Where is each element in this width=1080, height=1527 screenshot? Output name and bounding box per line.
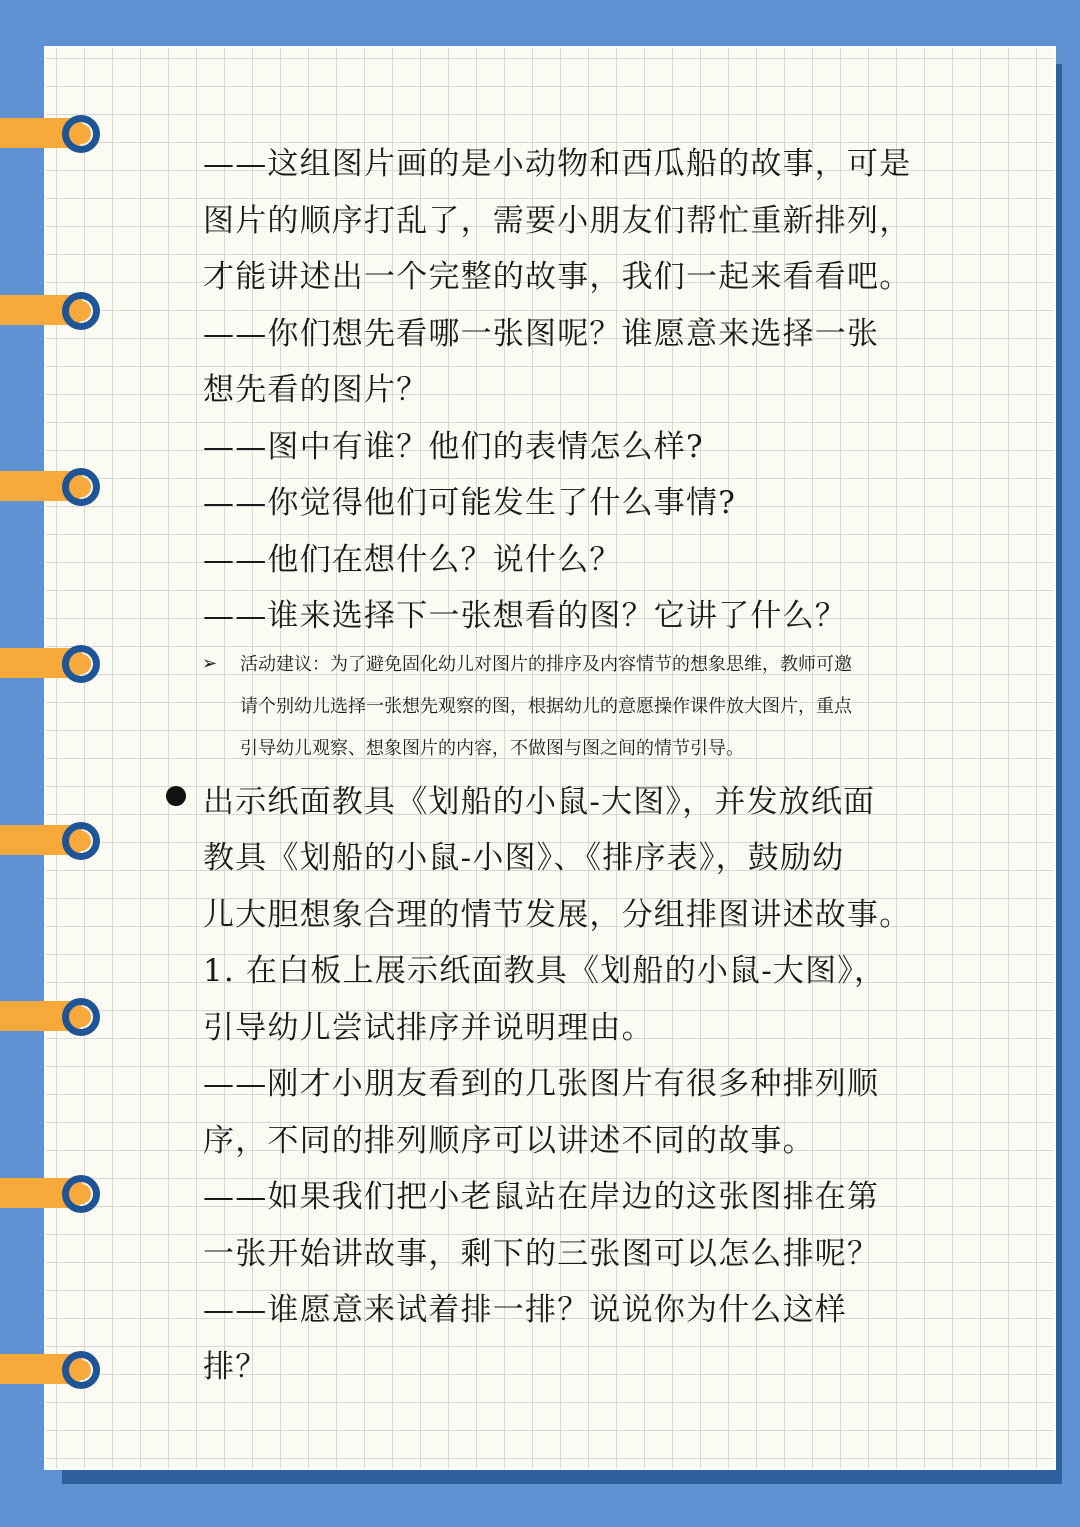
bullet-text-line: ——如果我们把小老鼠站在岸边的这张图排在第: [203, 1179, 880, 1215]
binder-ring-icon: [0, 645, 100, 683]
note-line: 引导幼儿观察、想象图片的内容，不做图与图之间的情节引导。: [240, 738, 744, 759]
bullet-text-line: 儿大胆想象合理的情节发展，分组排图讲述故事。: [203, 897, 912, 933]
binder-ring-icon: [0, 998, 100, 1036]
text-line: 想先看的图片？: [203, 372, 429, 408]
bullet-text-line: 引导幼儿尝试排序并说明理由。: [203, 1010, 654, 1046]
bullet-text-line: ——刚才小朋友看到的几张图片有很多种排列顺: [203, 1066, 880, 1102]
text-line: ——这组图片画的是小动物和西瓜船的故事，可是: [203, 146, 912, 182]
text-line: 图片的顺序打乱了，需要小朋友们帮忙重新排列，: [203, 203, 912, 239]
bullet-text-line: 1. 在白板上展示纸面教具《划船的小鼠-大图》，: [203, 953, 887, 989]
binder-ring-icon: [0, 822, 100, 860]
bullet-text-line: 出示纸面教具《划船的小鼠-大图》，并发放纸面: [203, 784, 876, 820]
bullet-text-line: 一张开始讲故事，剩下的三张图可以怎么排呢？: [203, 1236, 880, 1272]
bullet-icon: [166, 786, 186, 806]
binder-ring-icon: [0, 468, 100, 506]
text-line: ——图中有谁？他们的表情怎么样?: [203, 429, 704, 465]
bullet-text-line: 序，不同的排列顺序可以讲述不同的故事。: [203, 1123, 815, 1159]
text-line: ——你觉得他们可能发生了什么事情?: [203, 485, 737, 521]
binder-ring-icon: [0, 292, 100, 330]
text-line: 才能讲述出一个完整的故事，我们一起来看看吧。: [203, 259, 912, 295]
text-line: ——他们在想什么？说什么？: [203, 542, 622, 578]
bullet-text-line: 教具《划船的小鼠-小图》、《排序表》，鼓励幼: [203, 840, 845, 876]
text-line: ——谁来选择下一张想看的图？它讲了什么？: [203, 598, 847, 634]
binder-ring-icon: [0, 115, 100, 153]
note-line: 活动建议：为了避免固化幼儿对图片的排序及内容情节的想象思维，教师可邀: [240, 654, 852, 675]
bullet-text-line: ——谁愿意来试着排一排？说说你为什么这样: [203, 1292, 847, 1328]
binder-ring-icon: [0, 1175, 100, 1213]
arrow-marker-icon: ➢: [202, 653, 218, 674]
note-line: 请个别幼儿选择一张想先观察的图，根据幼儿的意愿操作课件放大图片，重点: [240, 696, 852, 717]
text-line: ——你们想先看哪一张图呢？谁愿意来选择一张: [203, 316, 880, 352]
binder-ring-icon: [0, 1351, 100, 1389]
bullet-text-line: 排？: [203, 1349, 268, 1385]
